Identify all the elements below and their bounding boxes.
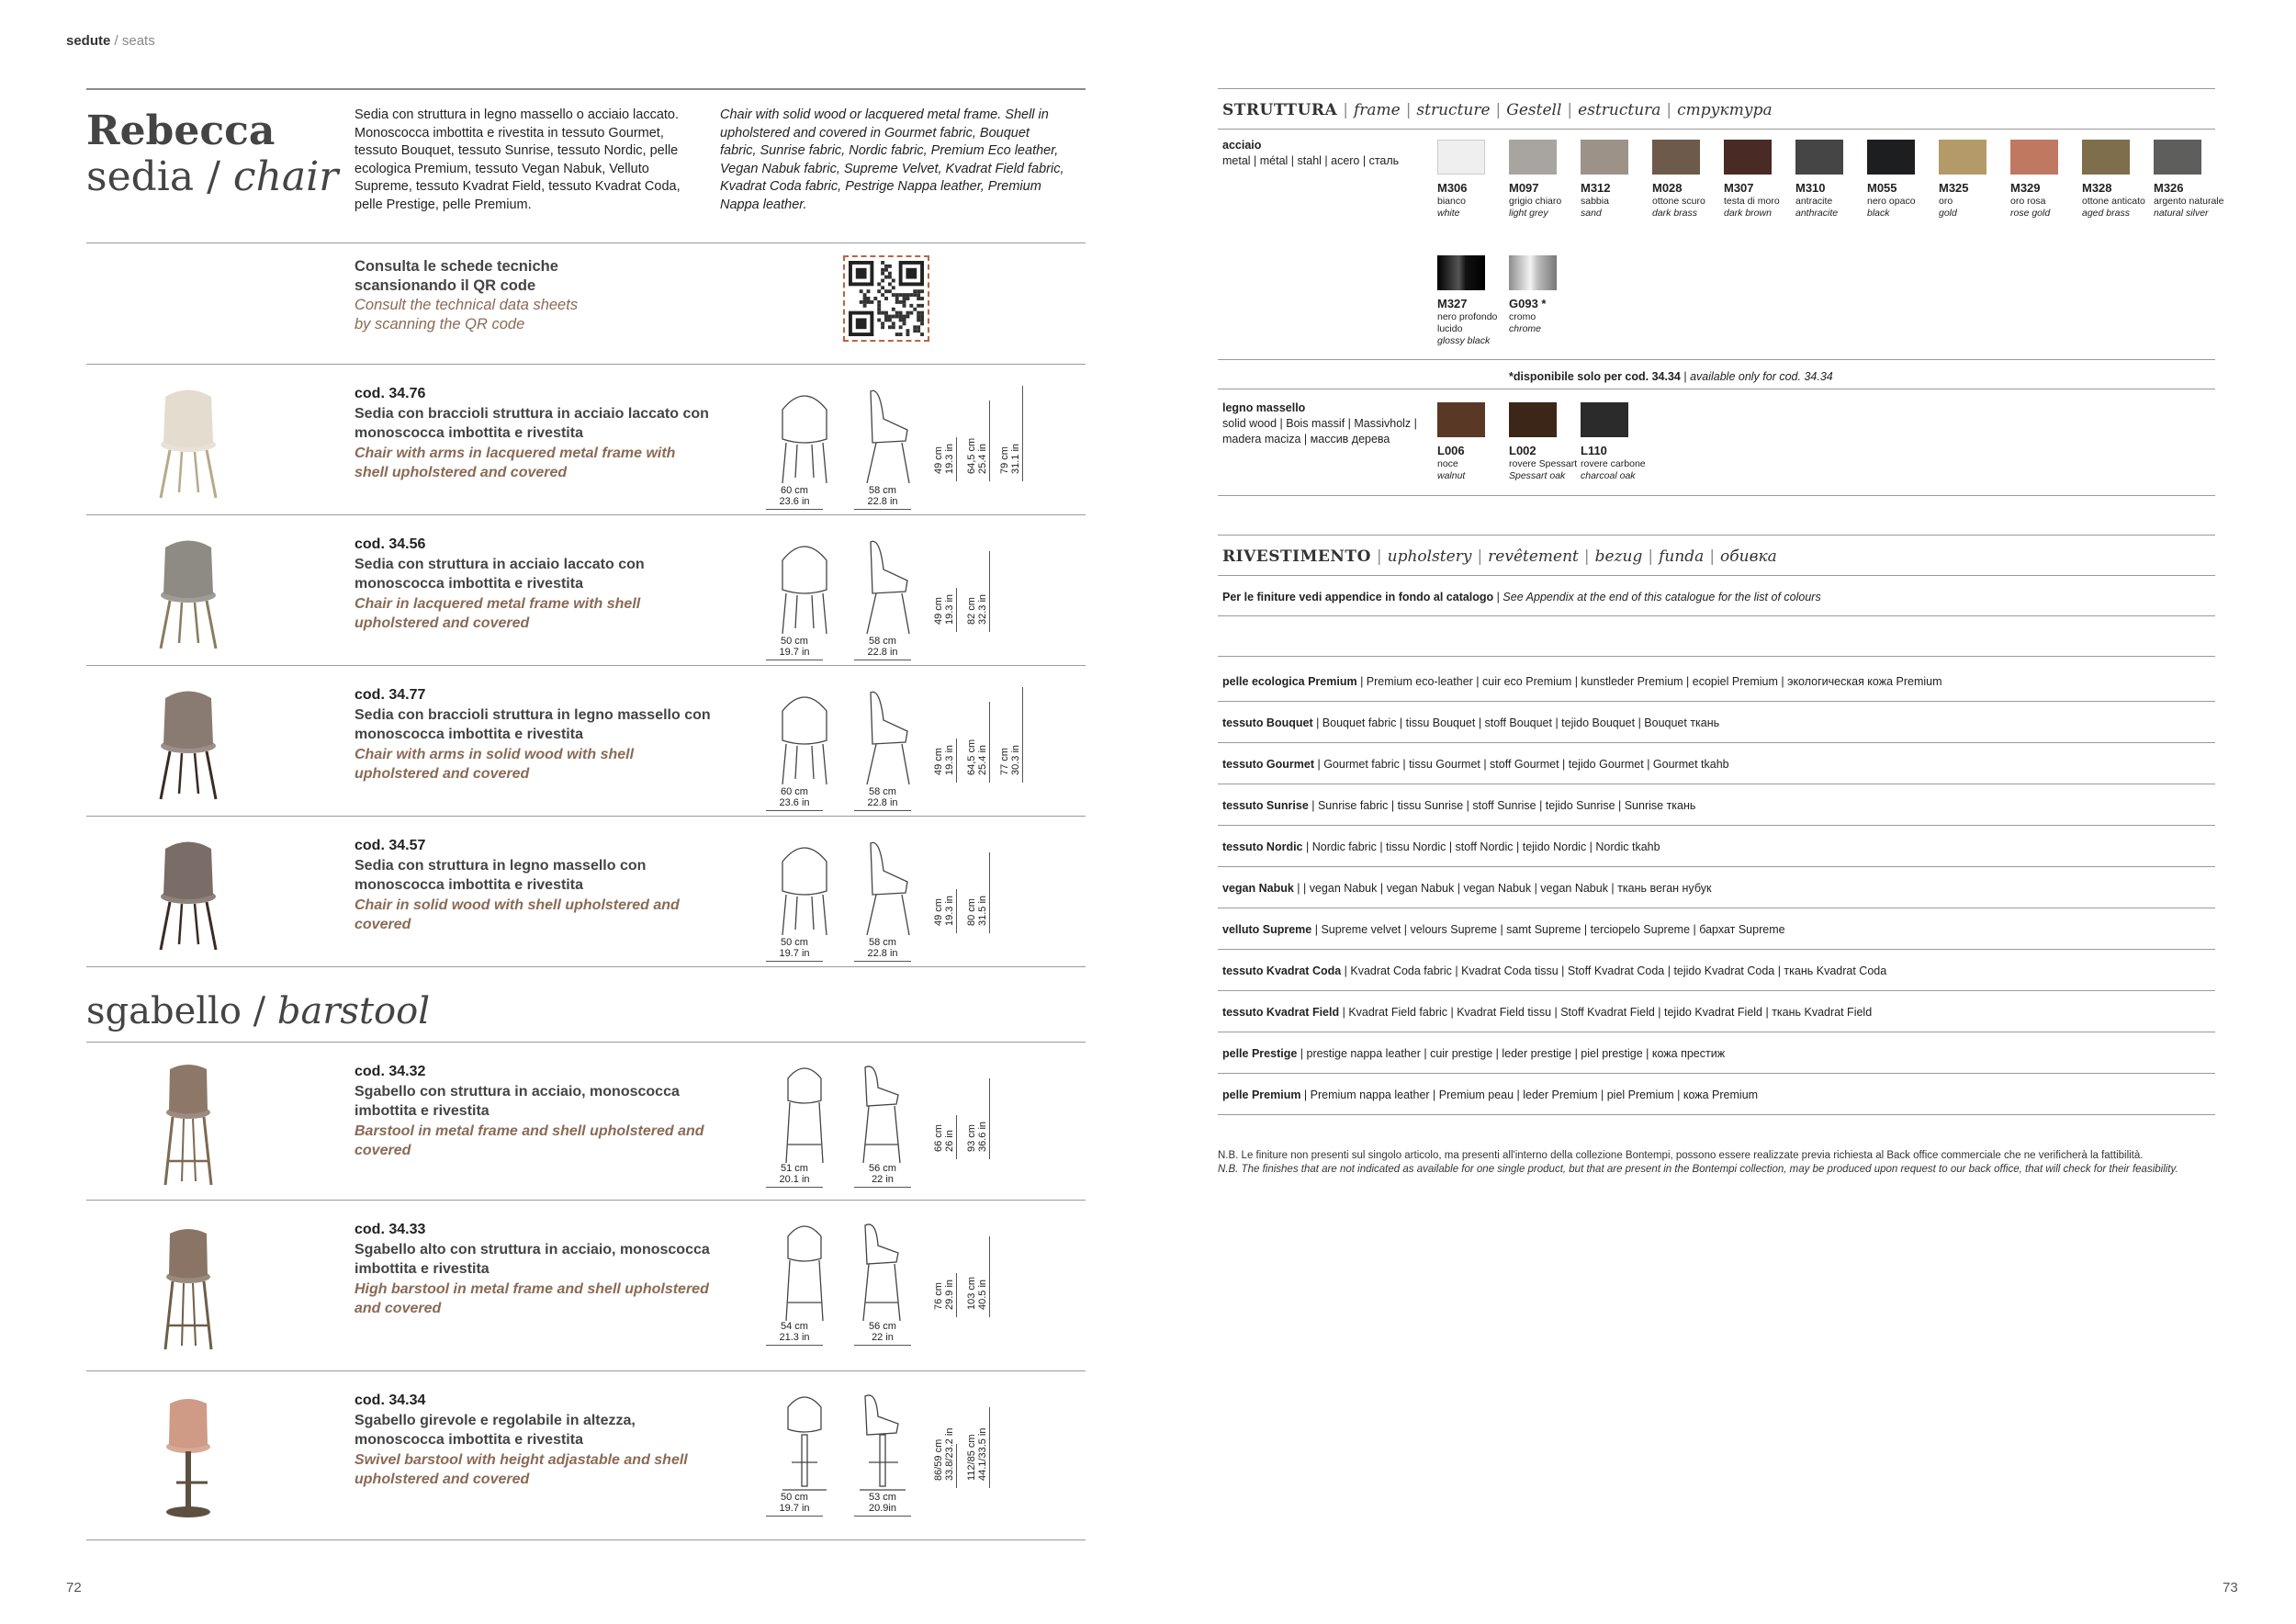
swatch-code: M325 [1939, 181, 1969, 195]
swatch-code: L110 [1581, 444, 1607, 457]
swatch-label: M328 ottone anticato aged brass [2082, 180, 2154, 220]
swatch-label: L002 rovere Spessart Spessart oak [1509, 443, 1581, 482]
upholstery-row [1222, 1047, 1725, 1060]
description-en: Barstool in metal frame and shell upholstered and covered [355, 1122, 704, 1158]
divider [86, 966, 1086, 967]
upholstery-row [1222, 716, 1719, 729]
dimension-line [989, 702, 990, 783]
swatch-color [1867, 140, 1915, 175]
upholstery-name: tessuto Sunrise [1222, 799, 1309, 812]
divider [1218, 88, 2215, 89]
overall-height-dimension: 77 cm 30.3 in [999, 744, 1021, 775]
upholstery-name: pelle Prestige [1222, 1047, 1298, 1060]
stool-technical-drawing [770, 1060, 972, 1179]
product-name: Rebecca [86, 107, 276, 154]
divider [1218, 1114, 2215, 1115]
swatch-code: M312 [1581, 181, 1611, 195]
qr-caption: Consulta le schede tecniche scansionando il QR code Consult the technical data sheets by scanning the QR code [355, 258, 579, 333]
divider [86, 665, 1086, 666]
upholstery-name: velluto Supreme [1222, 923, 1312, 936]
divider [1218, 825, 2215, 826]
swatch-code: M097 [1509, 181, 1539, 195]
description-it: Sedia con struttura in legno massello con monoscocca imbottita e rivestita [355, 857, 647, 893]
dimension-line [956, 1273, 957, 1317]
upholstery-row [1222, 758, 1729, 771]
swatch-color [1939, 140, 1986, 175]
overall-height-dimension: 79 cm 31.1 in [999, 443, 1021, 474]
chair-technical-drawing [770, 834, 972, 953]
product-code: cod. 34.32 [355, 1064, 426, 1079]
upholstery-name: pelle Premium [1222, 1088, 1301, 1101]
material-legno: legno massello solid wood | Bois massif | Massivholz | madera maciza | массив дерева [1222, 401, 1417, 445]
swatch-color [1437, 402, 1485, 437]
depth-dimension: 53 cm 20.9in [854, 1492, 911, 1517]
swatch-label: M097 grigio chiaro light grey [1509, 180, 1581, 220]
width-dimension: 51 cm 20.1 in [766, 1163, 823, 1188]
description-en: High barstool in metal frame and shell upholstered and covered [355, 1280, 709, 1316]
upholstery-name: tessuto Kvadrat Coda [1222, 964, 1342, 977]
swatch-label: L006 noce walnut [1437, 443, 1509, 482]
width-dimension: 50 cm 19.7 in [766, 636, 823, 660]
depth-dimension: 56 cm 22 in [854, 1321, 911, 1346]
barstool-section-title: sgabello / barstool [86, 990, 430, 1032]
upholstery-translations: | Premium eco-leather | cuir eco Premium | kunstleder Premium | ecopiel Premium | экологическая кожа Premium [1356, 675, 1942, 688]
upholstery-translations: | Supreme velvet | velours Supreme | samt Supreme | terciopelo Supreme | бархат Supreme [1311, 923, 1785, 936]
upholstery-name: tessuto Kvadrat Field [1222, 1006, 1340, 1019]
swatch-color [1509, 402, 1557, 437]
intro-en: Chair with solid wood or lacquered metal frame. Shell in upholstered and covered in Gourmet fabric, Bouquet fabric, Sunrise fabric, Nordic fabric, Premium Eco leather, Vegan Nabuk fabric, Supreme Velvet, Kvadrat Field fabric, Kvadrat Coda fabric, Pestrige Nappa leather, Premium Nappa leather. [720, 107, 1064, 212]
upholstery-name: tessuto Gourmet [1222, 758, 1315, 771]
description-it: Sgabello girevole e regolabile in altezza, monoscocca imbottita e rivestita [355, 1412, 636, 1448]
swatch-color [1509, 140, 1557, 175]
upholstery-translations: | Bouquet fabric | tissu Bouquet | stoff Bouquet | tejido Bouquet | Bouquet ткань [1312, 716, 1720, 729]
divider [1218, 866, 2215, 867]
dimension-line [956, 1115, 957, 1159]
upholstery-row [1222, 1088, 1758, 1101]
swatch-color [1652, 140, 1700, 175]
swatch-code: G093 * [1509, 297, 1547, 310]
upholstery-name: tessuto Bouquet [1222, 716, 1313, 729]
width-dimension: 50 cm 19.7 in [766, 1492, 823, 1517]
chair-technical-drawing [770, 533, 972, 652]
dimension-line [989, 1078, 990, 1159]
qr-code-graphic [849, 261, 924, 336]
finishes-note: N.B. Le finiture non presenti sul singolo articolo, ma presenti all'interno della collezione Bontempi, possono essere realizzate previa richiesta al Back office commerciale che ne verificherà la fattibilità. N.B. The finishes that are not indicated as available for one single product, but that are present in the Bontempi collection, may be produced upon request to our back office, that will check for their feasibility. [1218, 1150, 2178, 1175]
product-type-en: chair [232, 153, 339, 200]
swatch-label: G093 * cromo chrome [1509, 296, 1581, 335]
upholstery-name: vegan Nabuk [1222, 882, 1294, 895]
upholstery-row [1222, 964, 1886, 977]
product-code: cod. 34.77 [355, 687, 426, 703]
upholstery-translations: | Kvadrat Coda fabric | Kvadrat Coda tissu | Stoff Kvadrat Coda | tejido Kvadrat Coda | ткань Kvadrat Coda [1341, 964, 1887, 977]
divider [86, 514, 1086, 515]
swatch-color [1509, 255, 1557, 290]
description-en: Chair in lacquered metal frame with shell upholstered and covered [355, 595, 641, 631]
upholstery-translations: | Sunrise fabric | tissu Sunrise | stoff Sunrise | tejido Sunrise | Sunrise ткань [1308, 799, 1696, 812]
dimension-line [989, 400, 990, 481]
stool-description [355, 1062, 713, 1161]
swatch-label: M307 testa di moro dark brown [1724, 180, 1795, 220]
breadcrumb: sedute / seats [66, 33, 155, 49]
dimension-line [956, 889, 957, 933]
chrome-availability-note: *disponibile solo per cod. 34.34 | available only for cod. 34.34 [1509, 370, 1833, 383]
seat-height-dimension: 49 cm 19.3 in [933, 895, 955, 926]
swatch-code: M326 [2154, 181, 2184, 195]
chair-photo [138, 680, 239, 808]
product-type-it: sedia [86, 153, 195, 200]
description-en: Chair in solid wood with shell upholstered and covered [355, 897, 680, 932]
swatch-code: L002 [1509, 444, 1536, 457]
divider [86, 1042, 1086, 1043]
divider [1218, 949, 2215, 950]
description-en: Chair with arms in solid wood with shell upholstered and covered [355, 746, 635, 782]
product-code: cod. 34.57 [355, 838, 426, 853]
struttura-heading: STRUTTURA | frame | structure | Gestell | estructura | структура [1222, 101, 1773, 119]
seat-height-dimension: 49 cm 19.3 in [933, 593, 955, 625]
divider [86, 1370, 1086, 1371]
upholstery-row [1222, 882, 1711, 895]
seat-height-dimension: 49 cm 19.3 in [933, 744, 955, 775]
upholstery-translations: | Gourmet fabric | tissu Gourmet | stoff Gourmet | tejido Gourmet | Gourmet tkahb [1314, 758, 1729, 771]
swatch-color [2154, 140, 2201, 175]
chair-technical-drawing [770, 683, 972, 803]
seat-height-dimension: 66 cm 26 in [933, 1124, 955, 1152]
swatch-color [1437, 140, 1485, 175]
swatch-code: M328 [2082, 181, 2112, 195]
stool-photo [138, 1394, 239, 1523]
upholstery-appendix-note: Per le finiture vedi appendice in fondo al catalogo | See Appendix at the end of this catalogue for the list of colours [1222, 591, 1821, 603]
swatch-color [2082, 140, 2130, 175]
swatch-label: M327 nero profondo lucido glossy black [1437, 296, 1509, 347]
divider [86, 1539, 1086, 1540]
swatch-color [1437, 255, 1485, 290]
height-dimension: 82 cm 32.3 in [966, 593, 988, 625]
stool-photo [138, 1224, 239, 1353]
intro-it: Sedia con struttura in legno massello o acciaio laccato. Monoscocca imbottita e rivestita in tessuto Gourmet, tessuto Bouquet, tessuto Sunrise, tessuto Nordic, pelle ecologica Premium, tessuto Vegan Nabuk, Velluto Supreme, tessuto Kvadrat Field, tessuto Kvadrat Coda, pelle Prestige, pelle Premium. [355, 107, 681, 212]
swatch-label: M310 antracite anthracite [1795, 180, 1867, 220]
upholstery-translations: | Premium nappa leather | Premium peau | leder Premium | piel Premium | кожа Premium [1300, 1088, 1759, 1101]
qr-code[interactable] [843, 255, 929, 342]
product-code: cod. 34.33 [355, 1222, 426, 1237]
width-dimension: 54 cm 21.3 in [766, 1321, 823, 1346]
upholstery-row [1222, 675, 1942, 688]
upholstery-name: tessuto Nordic [1222, 840, 1303, 853]
depth-dimension: 58 cm 22.8 in [854, 937, 911, 962]
page-title: Rebecca sedia / chair [86, 107, 339, 200]
divider [86, 242, 1086, 243]
divider [1218, 495, 2215, 496]
upholstery-translations: | | vegan Nabuk | vegan Nabuk | vegan Nabuk | vegan Nabuk | ткань веган нубук [1293, 882, 1712, 895]
seat-height-dimension: 49 cm 19.3 in [933, 443, 955, 474]
swatch-color [1795, 140, 1843, 175]
dimension-line [956, 739, 957, 783]
swatch-label: M306 bianco white [1437, 180, 1509, 220]
divider [86, 88, 1086, 90]
product-code: cod. 34.56 [355, 536, 426, 552]
upholstery-translations: | Kvadrat Field fabric | Kvadrat Field tissu | Stoff Kvadrat Field | tejido Kvadrat Field | ткань Kvadrat Field [1339, 1006, 1873, 1019]
swatch-label: M028 ottone scuro dark brass [1652, 180, 1724, 220]
height-dimension: 103 cm 40.5 in [966, 1276, 988, 1310]
height-dimension: 93 cm 36.6 in [966, 1121, 988, 1152]
height-dimension: 64,5 cm 25.4 in [966, 437, 988, 474]
swatch-label: M312 sabbia sand [1581, 180, 1652, 220]
dimension-line [956, 437, 957, 481]
chair-technical-drawing [770, 382, 972, 502]
divider [1218, 575, 2215, 576]
swatch-color [1724, 140, 1772, 175]
depth-dimension: 58 cm 22.8 in [854, 636, 911, 660]
description-it: Sedia con struttura in acciaio laccato con monoscocca imbottita e rivestita [355, 556, 645, 592]
divider [86, 1200, 1086, 1201]
dimension-line [956, 588, 957, 632]
description-en: Chair with arms in lacquered metal frame with shell upholstered and covered [355, 445, 676, 480]
upholstery-translations: | Nordic fabric | tissu Nordic | stoff Nordic | tejido Nordic | Nordic tkahb [1302, 840, 1660, 853]
product-code: cod. 34.76 [355, 386, 426, 401]
description-en: Swivel barstool with height adjastable and shell upholstered and covered [355, 1451, 688, 1487]
height-dimension: 64,5 cm 25.4 in [966, 739, 988, 775]
depth-dimension: 58 cm 22.8 in [854, 485, 911, 510]
material-acciaio: acciaio metal | métal | stahl | acero | сталь [1222, 139, 1400, 167]
rivestimento-heading: RIVESTIMENTO | upholstery | revêtement | bezug | funda | обивка [1222, 547, 1777, 566]
swatch-code: M307 [1724, 181, 1754, 195]
dimension-line [1022, 687, 1023, 783]
swatch-code: M327 [1437, 297, 1468, 310]
divider [1218, 656, 2215, 657]
swatch-code: M329 [2010, 181, 2041, 195]
height-dimension: 112/85 cm 44.1/33.5 in [966, 1427, 988, 1481]
chair-description [355, 535, 713, 634]
swatch-color [1581, 140, 1628, 175]
product-code: cod. 34.34 [355, 1393, 426, 1408]
divider [1218, 535, 2215, 536]
upholstery-row [1222, 1006, 1872, 1019]
seat-height-dimension: 86/59 cm 33.8/23.2 in [933, 1427, 955, 1481]
description-it: Sedia con braccioli struttura in acciaio laccato con monoscocca imbottita e rivestita [355, 405, 709, 441]
dimension-line [956, 1444, 957, 1488]
seat-height-dimension: 76 cm 29.9 in [933, 1279, 955, 1310]
upholstery-row [1222, 840, 1660, 853]
swatch-code: M028 [1652, 181, 1683, 195]
divider [1218, 742, 2215, 743]
dimension-line [989, 852, 990, 933]
divider [1218, 1073, 2215, 1074]
swatch-code: M310 [1795, 181, 1826, 195]
width-dimension: 60 cm 23.6 in [766, 485, 823, 510]
stool-photo [138, 1060, 239, 1189]
swatch-label: M329 oro rosa rose gold [2010, 180, 2082, 220]
depth-dimension: 56 cm 22 in [854, 1163, 911, 1188]
page-number-left: 72 [66, 1580, 82, 1596]
swatch-label: M326 argento naturale natural silver [2154, 181, 2224, 219]
width-dimension: 50 cm 19.7 in [766, 937, 823, 962]
chair-photo [138, 830, 239, 959]
swatch-label: M325 oro gold [1939, 180, 2010, 220]
chair-photo [138, 529, 239, 658]
description-it: Sgabello alto con struttura in acciaio, monoscocca imbottita e rivestita [355, 1241, 710, 1277]
dimension-line [989, 1407, 990, 1488]
upholstery-row [1222, 799, 1695, 812]
divider [1218, 701, 2215, 702]
swatch-label: L110 rovere carbone charcoal oak [1581, 443, 1652, 482]
upholstery-translations: | prestige nappa leather | cuir prestige | leder prestige | piel prestige | кожа престиж [1297, 1047, 1726, 1060]
stool-description [355, 1391, 713, 1490]
divider [86, 816, 1086, 817]
chair-photo [138, 378, 239, 507]
stool-description [355, 1220, 713, 1319]
chair-description [355, 384, 713, 483]
height-dimension: 80 cm 31.5 in [966, 895, 988, 926]
upholstery-row [1222, 923, 1785, 936]
divider [1218, 359, 2215, 360]
stool-technical-drawing [770, 1218, 972, 1337]
depth-dimension: 58 cm 22.8 in [854, 786, 911, 811]
swatch-code: M306 [1437, 181, 1468, 195]
description-it: Sedia con braccioli struttura in legno massello con monoscocca imbottita e rivestita [355, 706, 711, 742]
swatch-color [2010, 140, 2058, 175]
swatch-code: L006 [1437, 444, 1465, 457]
width-dimension: 60 cm 23.6 in [766, 786, 823, 811]
chair-description [355, 836, 713, 935]
swatch-color [1581, 402, 1628, 437]
swatch-code: M055 [1867, 181, 1897, 195]
divider [86, 364, 1086, 365]
chair-description [355, 685, 713, 784]
dimension-line [989, 551, 990, 632]
divider [1218, 615, 2215, 616]
divider [1218, 990, 2215, 991]
page-number-right: 73 [2223, 1580, 2238, 1596]
dimension-line [989, 1236, 990, 1317]
swatch-label: M055 nero opaco black [1867, 180, 1939, 220]
divider [1218, 129, 2215, 130]
dimension-line [1022, 386, 1023, 481]
description-it: Sgabello con struttura in acciaio, monoscocca imbottita e rivestita [355, 1083, 680, 1119]
upholstery-name: pelle ecologica Premium [1222, 675, 1357, 688]
